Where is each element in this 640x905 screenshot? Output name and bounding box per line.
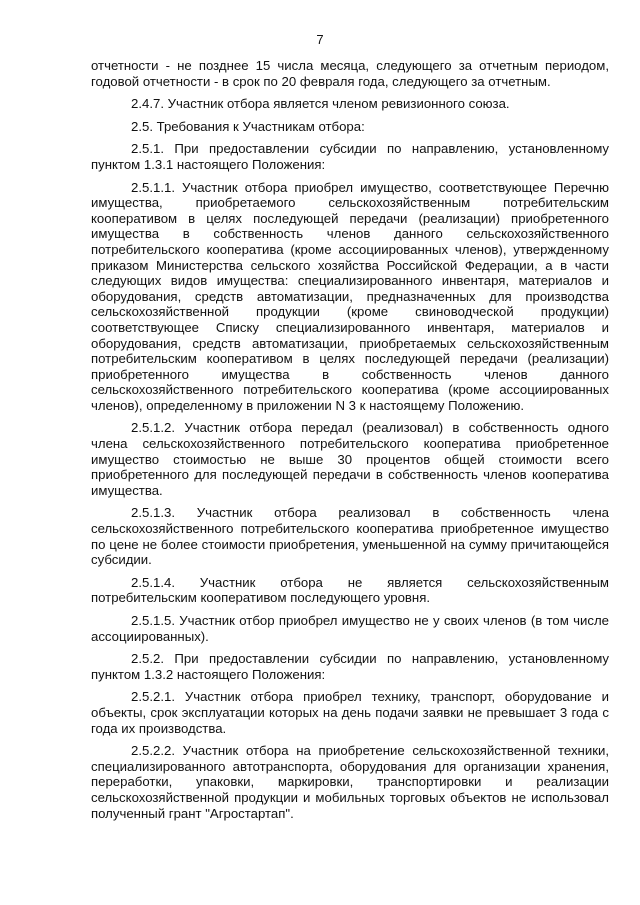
paragraph-2-5-1-1: 2.5.1.1. Участник отбора приобрел имущество, соответствующее Перечню имущества, приобретаемого сельскохозяйственным потребительским кооперативом в целях последующей передачи (реализации) приобретенного имущества в собственность членов данного сельскохозяйственного потребительского кооператива (кроме ассоциированных членов), утвержденному приказом Министерства сельского хозяйства Российской Федерации, а в части следующих видов имущества: специализированного инвентаря, материалов и оборудования, средств автоматизации, предназначенных для производства сельскохозяйственной продукции (кроме свиноводческой продукции) соответствующее Списку специализированного инвентаря, материалов и оборудования, средств автоматизации, приобретаемых сельскохозяйственным потребительским кооперативом в целях последующей передачи (реализации) приобретенного имущества в собственность членов данного сельскохозяйственного потребительского кооператива (кроме ассоциированных членов), определенному в приложении N 3 к настоящему Положению. xyxy=(91,179,609,413)
paragraph-2-5-1-3: 2.5.1.3. Участник отбора реализовал в собственность члена сельскохозяйственного потребительского кооператива приобретенное имущество по цене не более стоимости приобретения, уменьшенной на сумму причитающейся субсидии. xyxy=(91,505,609,568)
paragraph-2-5-2-2: 2.5.2.2. Участник отбора на приобретение сельскохозяйственной техники, специализированного автотранспорта, оборудования для организации хранения, переработки, упаковки, маркировки, транспортировки и реализации сельскохозяйственной продукции и мобильных торговых объектов не использовал полученный грант "Агростартап". xyxy=(91,743,609,821)
page-number: 7 xyxy=(316,32,324,47)
paragraph-2-5-1-5: 2.5.1.5. Участник отбор приобрел имущество не у своих членов (в том числе ассоциированных). xyxy=(91,613,609,644)
document-body xyxy=(91,58,609,828)
paragraph-2-5-1-2: 2.5.1.2. Участник отбора передал (реализовал) в собственность одного члена сельскохозяйственного потребительского кооператива приобретенное имущество стоимостью не выше 30 процентов общей стоимости всего приобретенного для последующей передачи в собственность членов кооператива имущества. xyxy=(91,420,609,498)
paragraph-2-5-2-1: 2.5.2.1. Участник отбора приобрел технику, транспорт, оборудование и объекты, срок эксплуатации которых на день подачи заявки не превышает 3 года с года их производства. xyxy=(91,689,609,736)
paragraph-reporting-deadline: отчетности - не позднее 15 числа месяца, следующего за отчетным периодом, годовой отчетности - в срок по 20 февраля года, следующего за отчетным. xyxy=(91,58,609,89)
paragraph-2-5-1: 2.5.1. При предоставлении субсидии по направлению, установленному пунктом 1.3.1 настоящего Положения: xyxy=(91,141,609,172)
paragraph-2-5: 2.5. Требования к Участникам отбора: xyxy=(131,118,365,134)
paragraph-2-5-2: 2.5.2. При предоставлении субсидии по направлению, установленному пунктом 1.3.2 настоящего Положения: xyxy=(91,651,609,682)
paragraph-2-5-1-4: 2.5.1.4. Участник отбора не является сельскохозяйственным потребительским кооперативом последующего уровня. xyxy=(91,574,609,606)
paragraph-2-4-7: 2.4.7. Участник отбора является членом ревизионного союза. xyxy=(131,96,510,112)
